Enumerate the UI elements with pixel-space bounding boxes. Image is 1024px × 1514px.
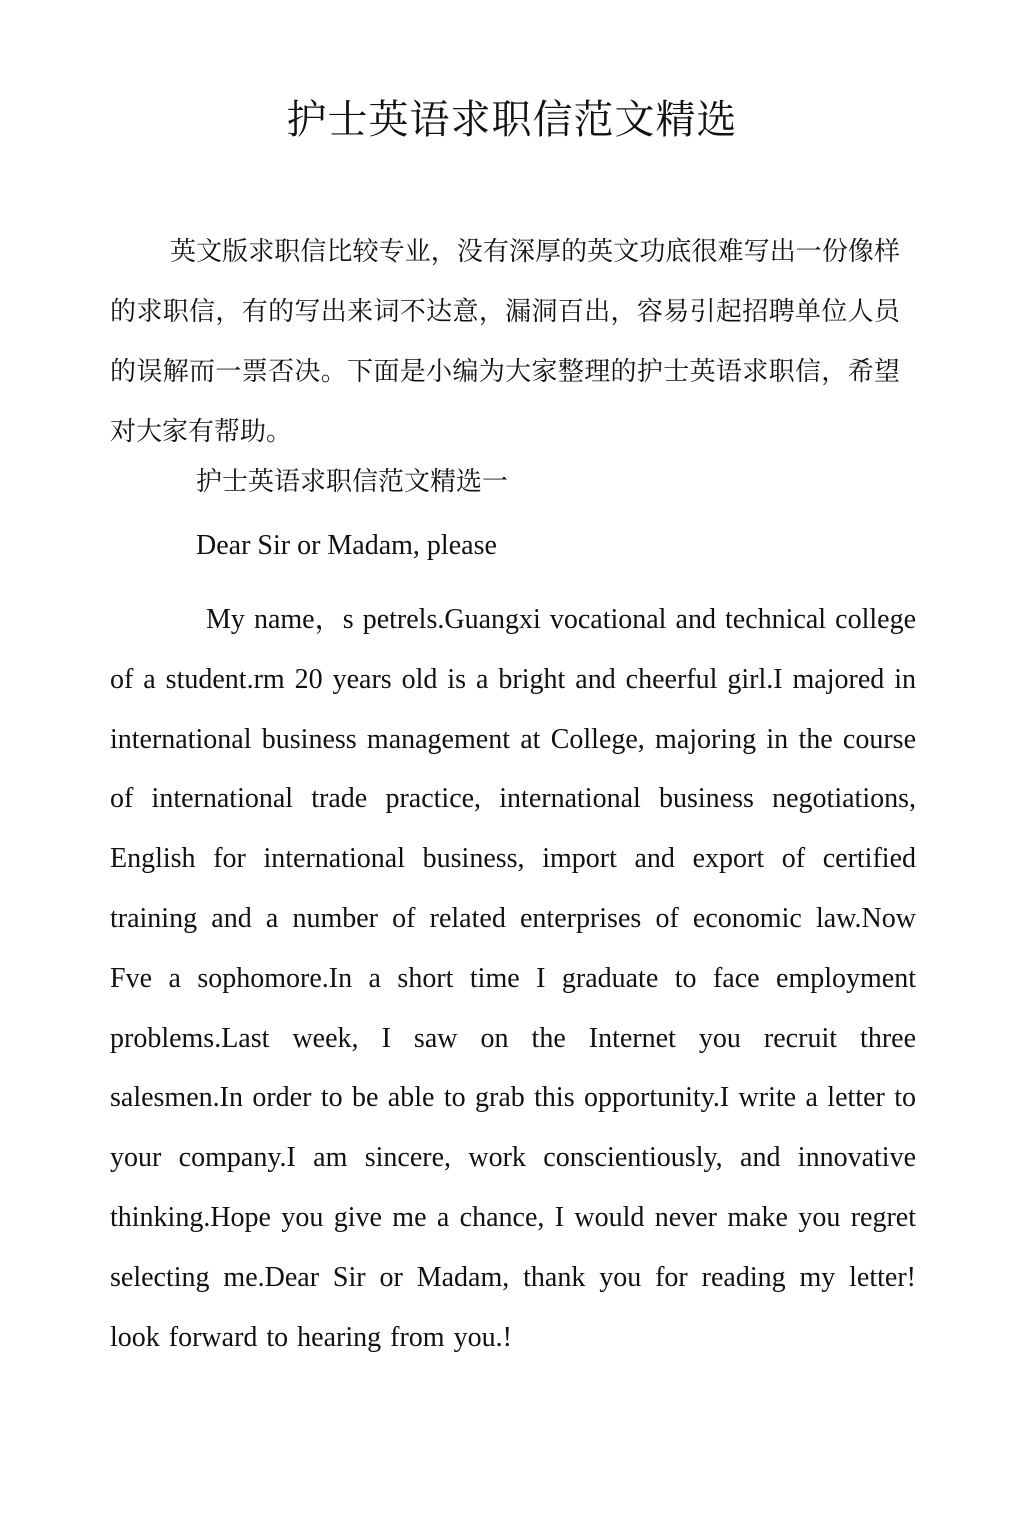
section-heading: 护士英语求职信范文精选一 (196, 467, 509, 497)
letter-body: My name，s petrels.Guangxi vocational and technical college of a student.rm 20 years old is a bright and cheerful girl.I majored in international business management at College, majoring in the course of international trade practice, international business negotiations, English for international business, import and export of certified training and a number of related enterprises of economic law.Now Fve a sophomore.In a short time I graduate to face employment problems.Last week, I saw on the Internet you recruit three salesmen.In order to be able to grab this opportunity.I write a letter to your company.I am sincere, work conscientiously, and innovative thinking.Hope you give me a chance, I would never make you regret selecting me.Dear Sir or Madam, thank you for reading my letter! look forward to hearing from you.! (110, 604, 916, 1353)
letter-salutation: Dear Sir or Madam, please (196, 530, 497, 561)
intro-paragraph: 英文版求职信比较专业，没有深厚的英文功底很难写出一份像样的求职信，有的写出来词不达意，漏洞百出，容易引起招聘单位人员的误解而一票否决。下面是小编为大家整理的护士英语求职信，希望对大家有帮助。 (110, 237, 900, 447)
page-title: 护士英语求职信范文精选 (286, 97, 738, 143)
